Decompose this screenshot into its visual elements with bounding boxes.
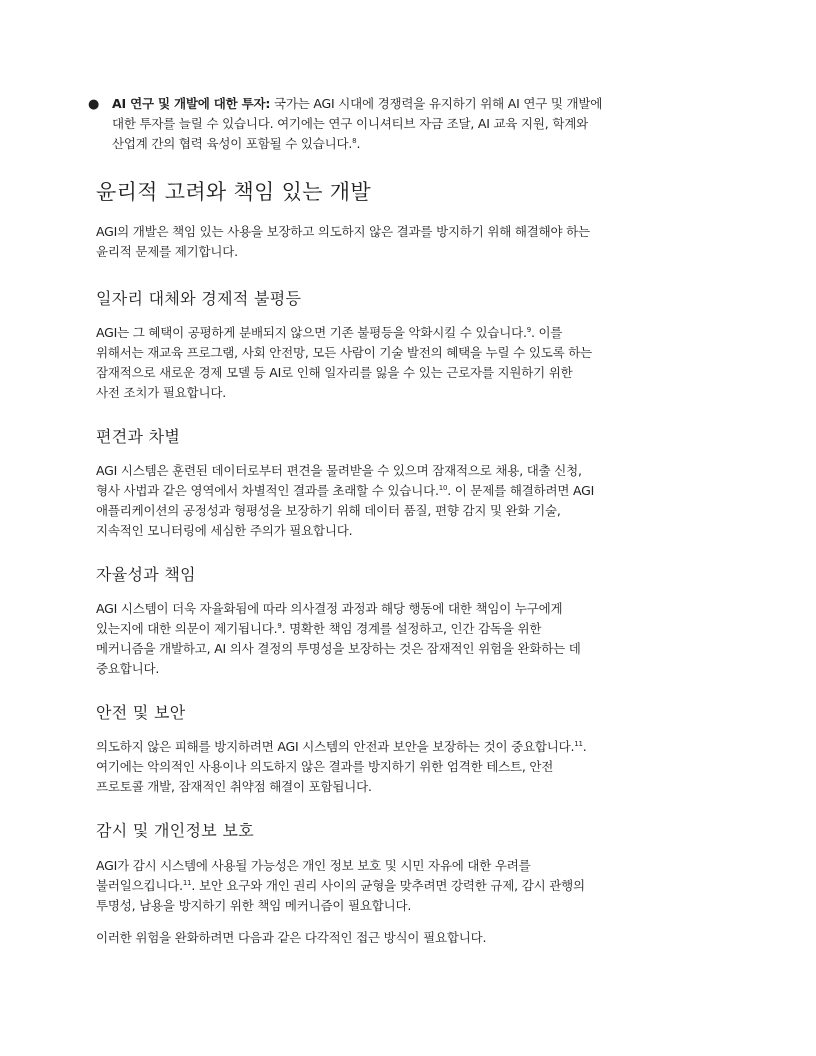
bullet-tail: . — [356, 136, 361, 151]
p4-line-3: 프로토콜 개발, 잠재적인 취약점 해결이 포함됩니다. — [96, 779, 372, 794]
p1-line-1b: . 이를 — [531, 325, 563, 340]
p3-line-2a: 있는지에 대한 의문이 제기됩니다. — [96, 621, 278, 636]
p2-line-3: 애플리케이션의 공정성과 형평성을 보장하기 위해 데이터 품질, 편향 감지 및 완화 기술, — [96, 503, 561, 518]
p4-line-2: 여기에는 악의적인 사용이나 의도하지 않은 결과를 방지하기 위한 엄격한 테스트, 안전 — [96, 759, 554, 774]
p5-line-3: 투명성, 남용을 방지하기 위한 책임 메커니즘이 필요합니다. — [96, 898, 412, 913]
footnote-ref[interactable]: 11 — [182, 878, 192, 887]
paragraph-surveillance-privacy — [96, 856, 720, 916]
p2-line-2a: 형사 사법과 같은 영역에서 차별적인 결과를 초래할 수 있습니다. — [96, 483, 439, 498]
p2-line-4: 지속적인 모니터링에 세심한 주의가 필요합니다. — [96, 523, 353, 538]
p5-line-2b: . 보안 요구와 개인 권리 사이의 균형을 맞추려면 강력한 규제, 감시 관행의 — [191, 878, 585, 893]
footnote-ref[interactable]: 8 — [352, 136, 357, 145]
p5-line-1: AGI가 감시 시스템에 사용될 가능성은 개인 정보 보호 및 시민 자유에 대한 우려를 — [96, 858, 531, 873]
p3-line-4: 중요합니다. — [96, 661, 160, 676]
p4-line-1a: 의도하지 않은 피해를 방지하려면 AGI 시스템의 안전과 보안을 보장하는 것이 중요합니다. — [96, 739, 575, 754]
section-heading-ethics: 윤리적 고려와 책임 있는 개발 — [96, 180, 371, 204]
subheading-surveillance-privacy: 감시 및 개인정보 보호 — [96, 821, 254, 840]
subheading-job-displacement: 일자리 대체와 경제적 불평등 — [96, 289, 302, 308]
bullet-label: AI 연구 및 개발에 대한 투자: — [112, 96, 271, 111]
subheading-autonomy-accountability: 자율성과 책임 — [96, 565, 196, 584]
intro-line-2: 윤리적 문제를 제기합니다. — [96, 244, 238, 259]
p3-line-1: AGI 시스템이 더욱 자율화됨에 따라 의사결정 과정과 해당 행동에 대한 책임이 누구에게 — [96, 601, 563, 616]
p2-line-1: AGI 시스템은 훈련된 데이터로부터 편견을 물려받을 수 있으며 잠재적으로 채용, 대출 신청, — [96, 463, 582, 478]
paragraph-autonomy-accountability — [96, 599, 720, 679]
paragraph-safety-security — [96, 737, 720, 797]
p3-line-2b: . 명확한 책임 경계를 설정하고, 인간 감독을 위한 — [281, 621, 542, 636]
bullet-dot-icon: ● — [88, 97, 100, 112]
footnote-ref[interactable]: 9 — [526, 325, 532, 334]
p5-line-2a: 불러일으킵니다. — [96, 878, 183, 893]
p1-line-2: 위해서는 재교육 프로그램, 사회 안전망, 모든 사람이 기술 발전의 혜택을 누릴 수 있도록 하는 — [96, 345, 592, 360]
p4-line-1b: . — [582, 739, 587, 754]
paragraph-bias-discrimination — [96, 461, 720, 541]
subheading-bias-discrimination: 편견과 차별 — [96, 427, 181, 446]
p1-line-1a: AGI는 그 혜택이 공평하게 분배되지 않으면 기존 불평등을 악화시킬 수 있습니다. — [96, 325, 527, 340]
p1-line-4: 사전 조치가 필요합니다. — [96, 385, 227, 400]
bullet-text-line-2: 대한 투자를 늘릴 수 있습니다. 여기에는 연구 이니셔티브 자금 조달, AI 교육 지원, 학계와 — [112, 116, 588, 131]
bullet-item-ai-investment — [88, 94, 720, 154]
bullet-text-line-1: 국가는 AGI 시대에 경쟁력을 유지하기 위해 AI 연구 및 개발에 — [270, 96, 603, 111]
footnote-ref[interactable]: 10 — [438, 483, 448, 492]
p1-line-3: 잠재적으로 새로운 경제 모델 등 AI로 인해 일자리를 잃을 수 있는 근로자를 지원하기 위한 — [96, 365, 573, 380]
paragraph-job-displacement — [96, 323, 720, 403]
intro-line-1: AGI의 개발은 책임 있는 사용을 보장하고 의도하지 않은 결과를 방지하기 위해 해결해야 하는 — [96, 224, 590, 239]
closing-paragraph: 이러한 위험을 완화하려면 다음과 같은 다각적인 접근 방식이 필요합니다. — [96, 930, 487, 945]
subheading-safety-security: 안전 및 보안 — [96, 703, 186, 722]
footnote-ref[interactable]: 9 — [277, 621, 282, 630]
bullet-text-line-3: 산업계 간의 협력 육성이 포함될 수 있습니다. — [112, 136, 353, 151]
footnote-ref[interactable]: 11 — [574, 739, 583, 748]
section-intro-paragraph — [96, 222, 720, 262]
p2-line-2b: . 이 문제를 해결하려면 AGI — [447, 483, 595, 498]
p3-line-3: 메커니즘을 개발하고, AI 의사 결정의 투명성을 보장하는 것은 잠재적인 위험을 완화하는 데 — [96, 641, 581, 656]
bullet-text — [112, 94, 720, 154]
